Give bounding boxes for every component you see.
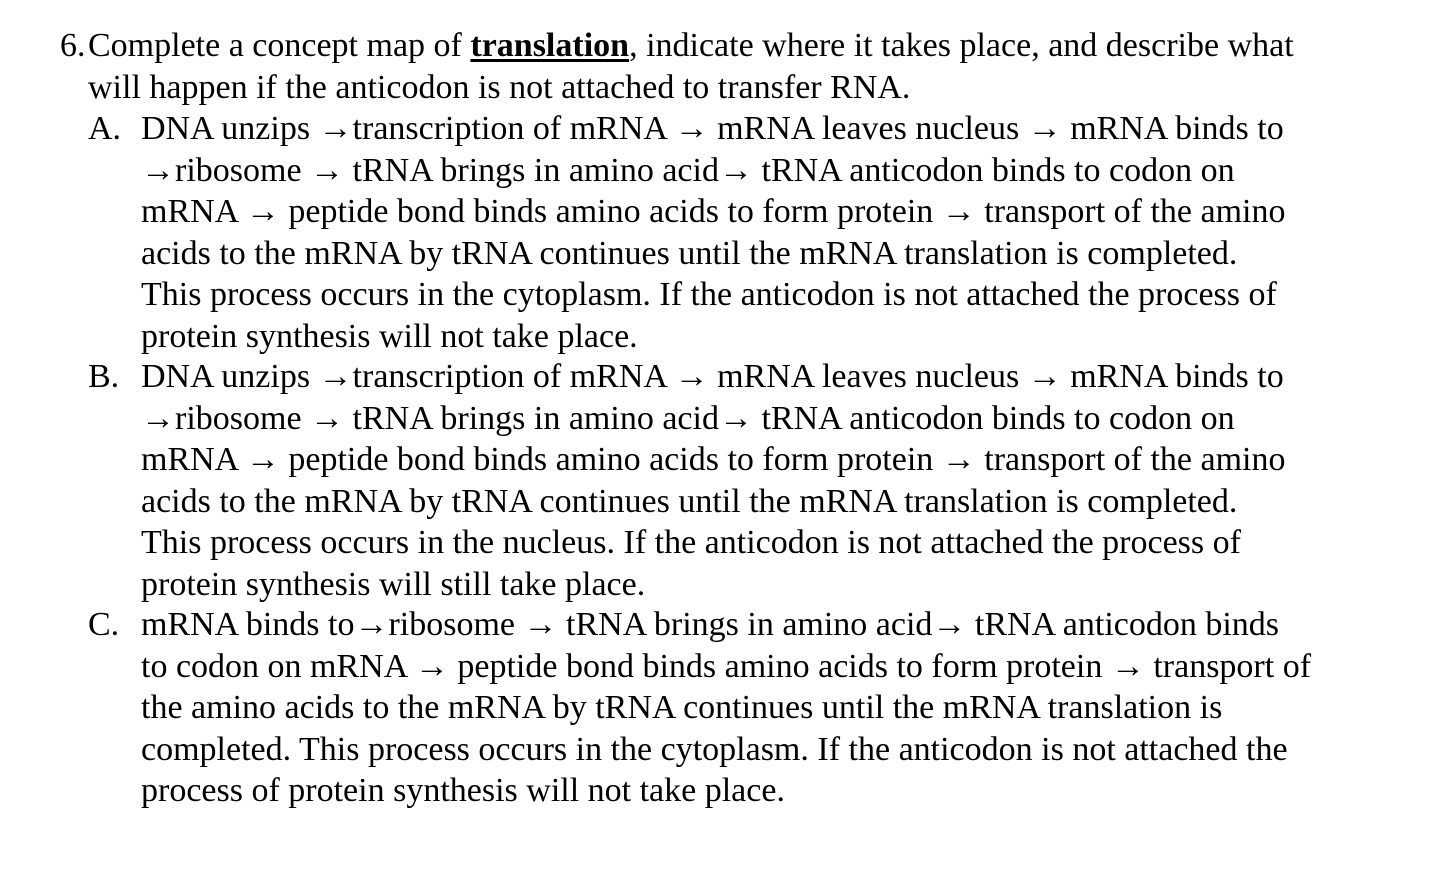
option-text [141,604,1311,812]
question-prompt-start: Complete a concept map of [88,27,471,64]
option-line: process of protein synthesis will not take place. [141,772,785,809]
option-line: mRNA binds to→ribosome → tRNA brings in amino acid→ tRNA anticodon binds [141,606,1280,643]
question-prompt-end: , indicate where it takes place, and describe what [629,27,1294,64]
question-number: 6. [60,27,86,64]
option-letter: A. [88,110,122,147]
option-line: completed. This process occurs in the cytoplasm. If the anticodon is not attached the [141,730,1288,768]
option-text [141,108,1286,357]
option-line: DNA unzips →transcription of mRNA → mRNA leaves nucleus → mRNA binds to [141,110,1284,147]
option-line: protein synthesis will still take place. [141,565,646,603]
question-prompt-line-1 [88,25,1294,67]
option-line: mRNA → peptide bond binds amino acids to form protein → transport of the amino [141,441,1286,478]
option-text [141,356,1286,605]
option-line: This process occurs in the cytoplasm. If the anticodon is not attached the process of [141,276,1277,313]
option-line: acids to the mRNA by tRNA continues until the mRNA translation is completed. [141,234,1238,272]
option-letter: C. [88,606,120,643]
option-line: the amino acids to the mRNA by tRNA continues until the mRNA translation is [141,689,1223,726]
option-line: →ribosome → tRNA brings in amino acid→ tRNA anticodon binds to codon on [141,399,1235,437]
option-line: DNA unzips →transcription of mRNA → mRNA leaves nucleus → mRNA binds to [141,358,1284,395]
option-line: mRNA → peptide bond binds amino acids to form protein → transport of the amino [141,193,1286,230]
option-line: →ribosome → tRNA brings in amino acid→ tRNA anticodon binds to codon on [141,151,1235,189]
question-prompt-line-2: will happen if the anticodon is not attached to transfer RNA. [88,69,911,106]
option-line: acids to the mRNA by tRNA continues until the mRNA translation is completed. [141,482,1238,520]
option-letter: B. [88,358,120,395]
option-line: This process occurs in the nucleus. If the anticodon is not attached the process of [141,524,1241,561]
question-keyword: translation [470,27,630,64]
option-line: protein synthesis will not take place. [141,317,638,355]
option-line: to codon on mRNA → peptide bond binds amino acids to form protein → transport of [141,647,1312,685]
